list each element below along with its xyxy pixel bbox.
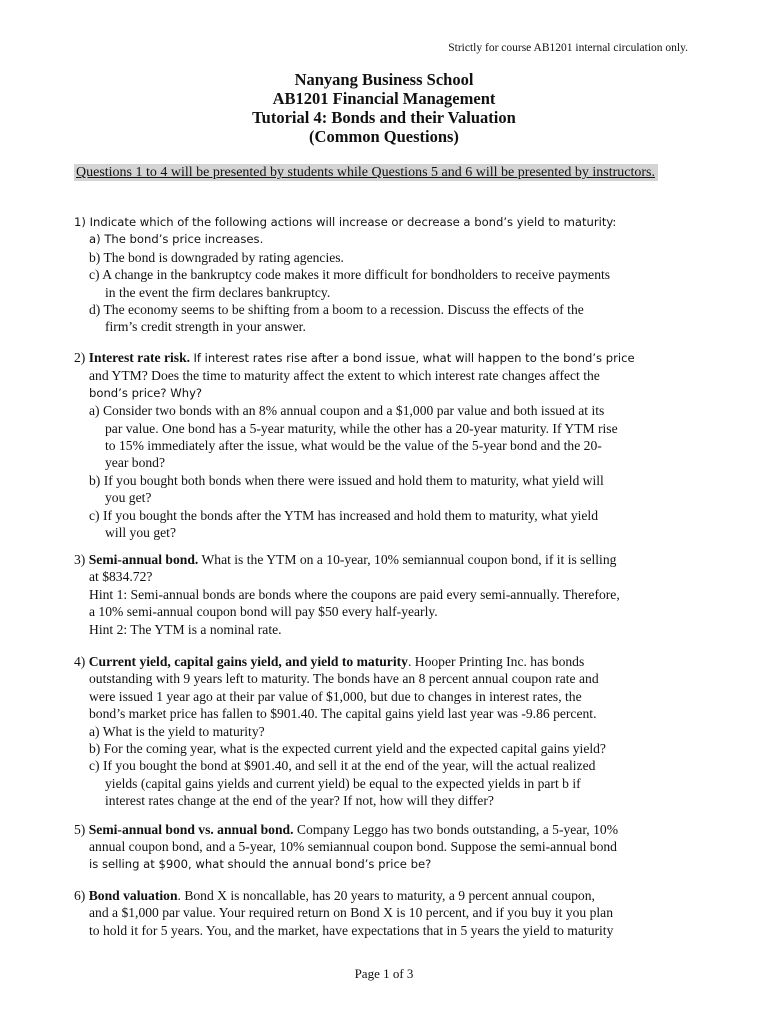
q1-part-d-cont <box>74 318 714 335</box>
q2-stem-text: If interest rates rise after a bond issue, what will happen to the bond’s price <box>193 351 635 365</box>
q3-stem <box>74 551 714 568</box>
q4-heading: Current yield, capital gains yield, and yield to maturity <box>88 654 408 669</box>
q3-stem-line2: at $834.72? <box>89 569 153 585</box>
school-name: Nanyang Business School <box>294 70 474 89</box>
q6-heading: Bond valuation <box>88 888 178 903</box>
q6-stem-text: . Bond X is noncallable, has 20 years to maturity, a 9 percent annual coupon, <box>177 888 595 903</box>
q2-part-c-line2: will you get? <box>105 525 176 541</box>
q3-stem-text: What is the YTM on a 10-year, 10% semiannual coupon bond, if it is selling <box>201 552 617 567</box>
q6-number: 6) <box>74 888 86 903</box>
document-title <box>0 70 768 146</box>
q6-stem-line3: to hold it for 5 years. You, and the market, have expectations that in 5 years the yield to maturity <box>89 922 614 938</box>
question-3 <box>74 551 714 638</box>
question-2 <box>74 349 714 541</box>
q2-stem-line2: and YTM? Does the time to maturity affect the extent to which interest rate changes affect the <box>89 368 600 384</box>
q4-part-b: b) For the coming year, what is the expected current yield and the expected capital gains yield? <box>89 741 606 757</box>
q4-part-a: a) What is the yield to maturity? <box>89 723 265 739</box>
q4-part-c-line2: yields (capital gains yields and current yield) be equal to the expected yields in part b if <box>105 775 581 791</box>
q3-number: 3) <box>74 552 86 567</box>
q4-stem-line4: bond’s market price has fallen to $901.40. The capital gains yield last year was -9.86 percent. <box>89 706 597 722</box>
q1-stem: 1) Indicate which of the following actions will increase or decrease a bond’s yield to maturity: <box>74 215 617 229</box>
q2-part-a: a) Consider two bonds with an 8% annual coupon and a $1,000 par value and both issued at its <box>89 403 605 419</box>
q2-part-b: b) If you bought both bonds when there were issued and hold them to maturity, what yield will <box>89 472 604 488</box>
q6-stem <box>74 887 714 904</box>
question-1 <box>74 214 714 336</box>
q4-stem-line3: were issued 1 year ago at their par value of $1,000, but due to changes in interest rates, the <box>89 688 582 704</box>
q5-stem <box>74 821 714 838</box>
question-6 <box>74 887 714 939</box>
q5-stem-line3: is selling at $900, what should the annual bond’s price be? <box>89 856 432 871</box>
q2-heading: Interest rate risk. <box>88 350 191 365</box>
q3-hint-1-line2: a 10% semi-annual coupon bond will pay $50 every half-yearly. <box>89 604 438 620</box>
question-5 <box>74 821 714 873</box>
q5-stem-text: Company Leggo has two bonds outstanding, a 5-year, 10% <box>296 822 619 837</box>
q2-part-a-line4: year bond? <box>105 455 166 471</box>
q2-part-a-line3: to 15% immediately after the issue, what would be the value of the 5-year bond and the 20- <box>105 438 602 454</box>
course-name: AB1201 Financial Management <box>272 89 496 108</box>
q4-part-c: c) If you bought the bond at $901.40, and sell it at the end of the year, will the actual realized <box>89 758 596 774</box>
circulation-notice: Strictly for course AB1201 internal circulation only. <box>448 42 688 54</box>
q4-part-c-line3: interest rates change at the end of the year? If not, how will they differ? <box>105 793 494 809</box>
q5-number: 5) <box>74 822 86 837</box>
q3-hint-2: Hint 2: The YTM is a nominal rate. <box>89 621 282 637</box>
q4-stem-line2: outstanding with 9 years left to maturity. The bonds have an 8 percent annual coupon rate and <box>89 671 599 687</box>
q2-part-c: c) If you bought the bonds after the YTM has increased and hold them to maturity, what yield <box>89 507 599 523</box>
q3-heading: Semi-annual bond. <box>88 552 199 567</box>
q1-part-c-cont: in the event the firm declares bankruptcy. <box>105 284 331 300</box>
tutorial-subtitle: (Common Questions) <box>309 127 459 146</box>
q2-stem-line3: bond’s price? Why? <box>89 385 203 400</box>
q5-heading: Semi-annual bond vs. annual bond. <box>88 822 294 837</box>
q1-part-d-cont-text: firm’s credit strength in your answer. <box>105 319 306 335</box>
q2-stem <box>74 349 714 367</box>
q1-part-d: d) The economy seems to be shifting from a boom to a recession. Discuss the effects of the <box>89 302 584 318</box>
q4-stem-text: . Hooper Printing Inc. has bonds <box>407 654 585 669</box>
page-number: Page 1 of 3 <box>354 966 414 981</box>
q3-hint-1: Hint 1: Semi-annual bonds are bonds where the coupons are paid every semi-annually. Therefore, <box>89 586 620 602</box>
q1-part-a: a) The bond’s price increases. <box>89 232 264 247</box>
tutorial-title: Tutorial 4: Bonds and their Valuation <box>252 108 516 127</box>
q2-number: 2) <box>74 350 86 365</box>
q5-stem-line2: annual coupon bond, and a 5-year, 10% semiannual coupon bond. Suppose the semi-annual bond <box>89 839 617 855</box>
q2-part-b-line2: you get? <box>105 490 152 506</box>
intro-note: Questions 1 to 4 will be presented by students while Questions 5 and 6 will be presented by instructors. <box>74 164 658 181</box>
question-4 <box>74 653 714 810</box>
q4-stem <box>74 653 714 670</box>
q2-part-a-line2: par value. One bond has a 5-year maturity, while the other has a 20-year maturity. If YTM rise <box>105 420 618 436</box>
q4-number: 4) <box>74 654 86 669</box>
q1-part-b: b) The bond is downgraded by rating agencies. <box>89 249 344 265</box>
q6-stem-line2: and a $1,000 par value. Your required return on Bond X is 10 percent, and if you buy it you plan <box>89 905 614 921</box>
q1-part-c: c) A change in the bankruptcy code makes it more difficult for bondholders to receive payments <box>89 267 611 283</box>
